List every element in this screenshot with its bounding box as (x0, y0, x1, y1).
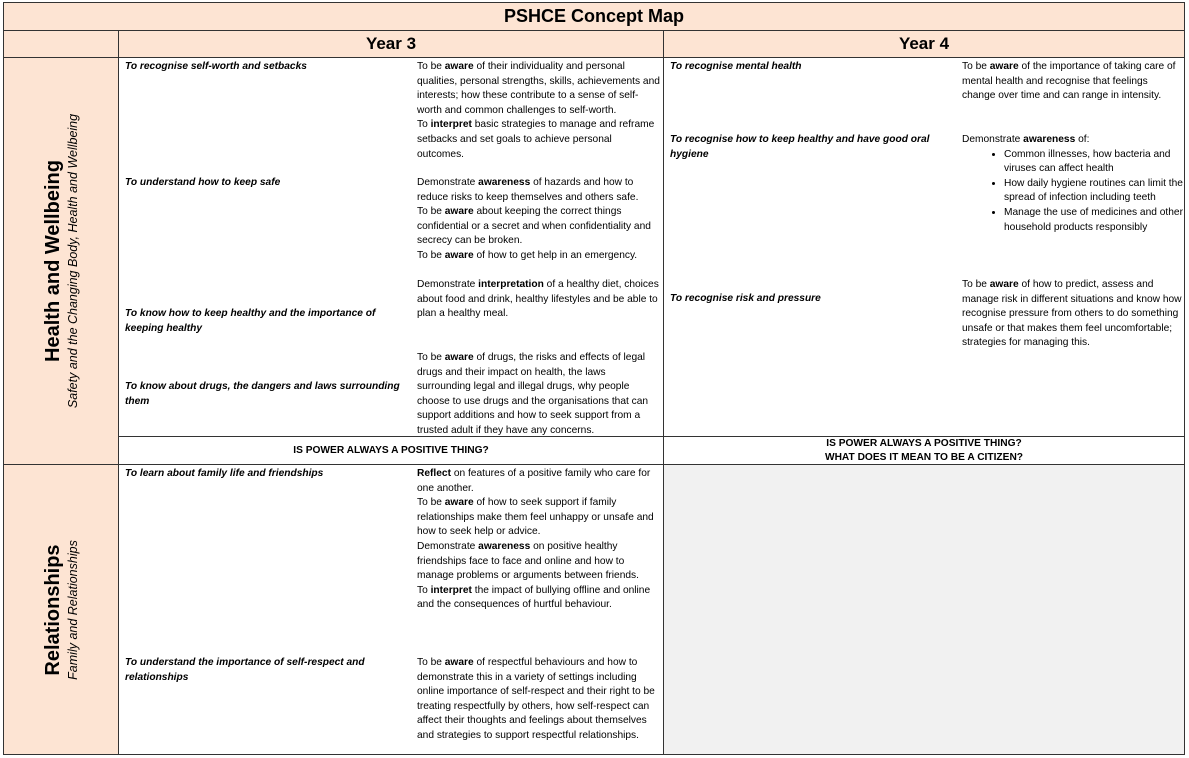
description-line: Demonstrate awareness of hazards and how to reduce risks to keep themselves and others safe. (417, 177, 639, 203)
year-3-header: Year 3 (118, 30, 664, 58)
section-title: Health and Wellbeing (42, 160, 64, 362)
objective-description (417, 351, 661, 439)
objective: To recognise mental health (670, 61, 802, 72)
description-line: To interpret basic strategies to manage and reframe setbacks and set goals to achieve personal outcomes. (417, 119, 655, 160)
objective: To recognise how to keep healthy and have good oral hygiene (670, 134, 930, 160)
list-item: • Common illnesses, how bacteria and viruses can affect health (1004, 148, 1184, 177)
big-question: WHAT DOES IT MEAN TO BE A CITIZEN? (824, 451, 1024, 463)
objective: To recognise self-worth and setbacks (125, 61, 307, 72)
description-line: Demonstrate interpretation of a healthy diet, choices about food and drink, healthy lifestyles and be able to plan a healthy meal. (417, 279, 659, 320)
year-4-header: Year 4 (663, 30, 1185, 58)
section-subtitle: Safety and the Changing Body, Health and Wellbeing (66, 113, 80, 409)
description-line: Reflect on features of a positive family who care for one another. (417, 468, 651, 494)
description-line: To be aware of the importance of taking care of mental health and recognise that feelings change over time and can range in intensity. (962, 61, 1176, 102)
objective-description (962, 278, 1184, 351)
year-3-health-cell (118, 57, 664, 437)
year-3-relationships-cell (118, 464, 664, 755)
description-line: To be aware of their individuality and personal qualities, personal strengths, skills, achievements and interests; how these contribute to a sense of self-worth and common challenges to self-worth. (417, 61, 660, 116)
objective-description (962, 60, 1184, 104)
description-line: To be aware of how to seek support if family relationships make them feel unhappy or unsafe and how to seek help or advice. (417, 497, 654, 538)
description-line: Demonstrate awareness on positive healthy friendships face to face and online and how to manage problems or arguments between friends. (417, 540, 639, 582)
objective-description (417, 176, 661, 264)
page-title: PSHCE Concept Map (3, 2, 1185, 31)
year-4-health-cell (663, 57, 1185, 437)
description-line: To be aware of how to predict, assess and manage risk in different situations and know how recognise pressure from others to do something unsafe or that makes them feel uncomfortable; strategies for managing this. (962, 279, 1182, 349)
description-line: To interpret the impact of bullying offline and online and the consequences of hurtful behaviour. (417, 584, 651, 611)
concept-map (3, 2, 1185, 755)
list-item: • How daily hygiene routines can limit the spread of infection including teeth (1004, 177, 1184, 206)
big-question: IS POWER ALWAYS A POSITIVE THING? (293, 444, 489, 456)
year-3-big-question (118, 436, 664, 465)
section-title: Relationships (42, 543, 64, 676)
description-line: To be aware about keeping the correct things confidential or a secret and when confidentiality and secrecy can be broken. (417, 206, 651, 247)
big-question: IS POWER ALWAYS A POSITIVE THING? (826, 437, 1022, 449)
objective: To understand the importance of self-respect and relationships (125, 657, 365, 683)
objective: To know about drugs, the dangers and laws surrounding them (125, 381, 400, 407)
list-item: • Manage the use of medicines and other household products responsibly (1004, 206, 1184, 235)
objective: To know how to keep healthy and the importance of keeping healthy (125, 308, 376, 334)
bullet-list (962, 148, 1184, 236)
objective-description (417, 60, 661, 162)
section-health-and-wellbeing (3, 57, 119, 465)
section-subtitle: Family and Relationships (66, 539, 80, 680)
section-relationships (3, 464, 119, 755)
year-4-relationships-cell (663, 464, 1185, 755)
description-line: Demonstrate awareness of: (962, 134, 1090, 145)
header-corner (3, 30, 119, 58)
description-line: To be aware of respectful behaviours and how to demonstrate this in a variety of settings including online importance of self-respect and their right to be treating respectfully by others, how self-respect can affect their thoughts and feelings about themselves and strategies to support respectful relationships. (417, 657, 655, 741)
description-line: To be aware of drugs, the risks and effects of legal drugs and their impact on health, the laws surrounding legal and illegal drugs, why people choose to use drugs and the organisations that can support additions and how to seek support from a trusted adult if they have any concerns. (417, 352, 649, 436)
objective-description (417, 278, 661, 322)
objective-description (417, 467, 661, 613)
objective-description (417, 656, 661, 744)
objective: To recognise risk and pressure (670, 293, 821, 304)
objective-description (962, 133, 1184, 235)
year-4-big-question (663, 436, 1185, 465)
objective: To learn about family life and friendships (125, 468, 324, 479)
description-line: To be aware of how to get help in an emergency. (417, 249, 638, 261)
objective: To understand how to keep safe (125, 177, 281, 188)
